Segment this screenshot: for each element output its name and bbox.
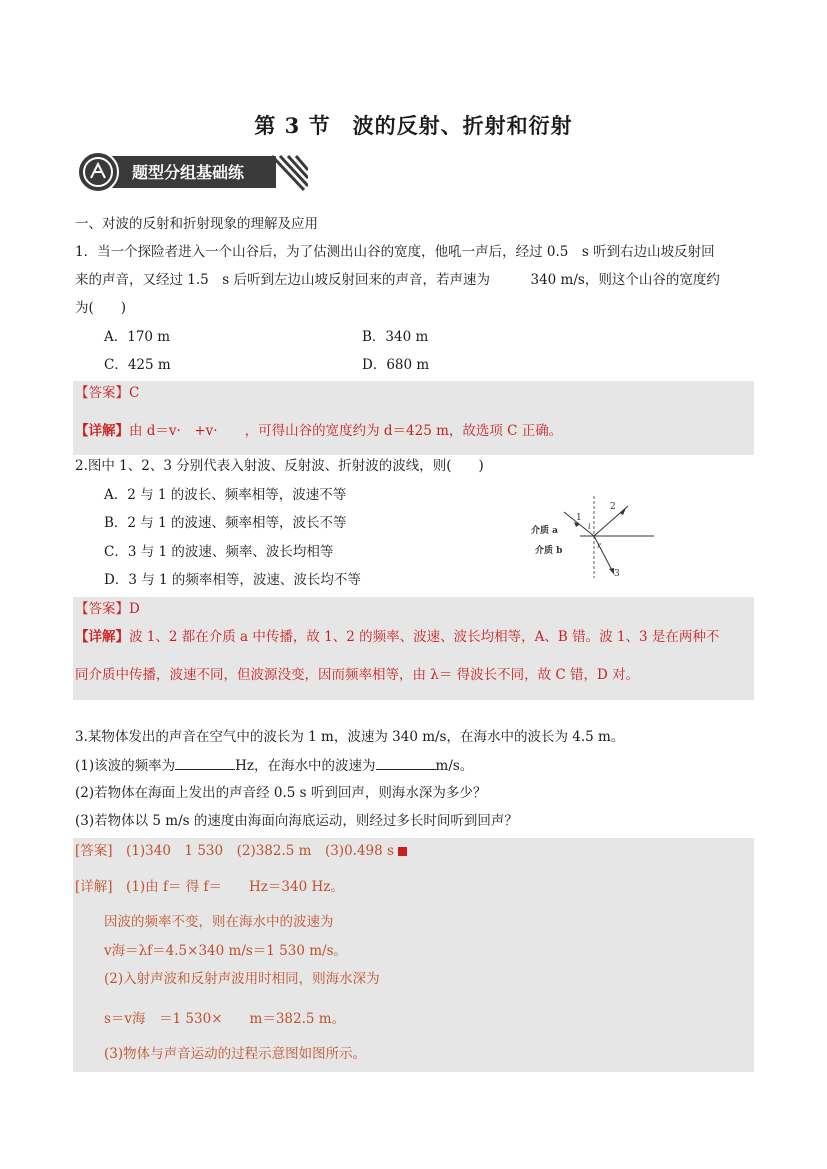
q3-explain4: (2)入射声波和反射声波用时相同，则海水深为 — [104, 971, 380, 987]
q3-explain6: (3)物体与声音运动的过程示意图如图所示。 — [104, 1046, 367, 1062]
q1-option-c: C．425 m — [104, 357, 171, 373]
q2-wave-figure — [530, 492, 658, 584]
q2-option-c: C．3 与 1 的波速、频率、波长均相等 — [104, 544, 334, 560]
q2-explain1 — [75, 627, 719, 647]
page-title: 第 3 节 波的反射、折射和衍射 — [254, 113, 573, 138]
q3-answer-tag: [答案] — [75, 843, 113, 859]
q1-line2: 来的声音，又经过 1.5 s 后听到左边山坡反射回来的声音，若声速为 340 m/s，则这个山谷的宽度约 — [75, 272, 720, 288]
label-wave-3: 3 — [614, 569, 620, 579]
q3-part1-c: m/s。 — [435, 758, 474, 774]
q2-explain-tag: 【详解】 — [75, 629, 129, 645]
end-square-icon — [398, 847, 407, 856]
banner-text: 题型分组基础练 — [132, 163, 245, 182]
q1-option-d: D．680 m — [362, 357, 430, 373]
q2-option-a: A．2 与 1 的波长、频率相等，波速不等 — [104, 487, 347, 503]
blank-2 — [376, 755, 436, 770]
q1-answer: 【答案】C — [75, 385, 140, 401]
q3-explain5: s＝v海 ＝1 530× m＝382.5 m。 — [104, 1011, 346, 1027]
section-banner — [76, 150, 308, 194]
q3-explain-tag: [详解] — [75, 879, 113, 895]
q1-line1: 1．当一个探险者进入一个山谷后，为了估测出山谷的宽度，他吼一声后，经过 0.5 s 听到右边山坡反射回 — [75, 244, 715, 260]
q1-option-a: A．170 m — [104, 329, 171, 345]
q3-explain1-text: (1)由 f＝ 得 f＝ Hz＝340 Hz。 — [126, 879, 344, 895]
q1-answer-box — [73, 381, 754, 455]
label-angle-r: r — [597, 541, 601, 550]
q2-explain2: 同介质中传播，波速不同，但波源没变，因而频率相等，由 λ＝ 得波长不同，故 C 错，D 对。 — [75, 667, 640, 683]
label-medium-a: 介质 a — [531, 526, 558, 536]
q3-explain1 — [75, 877, 344, 897]
q3-part2: (2)若物体在海面上发出的声音经 0.5 s 听到回声，则海水深为多少？ — [75, 785, 487, 801]
q3-part1 — [75, 755, 473, 776]
label-medium-b: 介质 b — [535, 546, 563, 556]
blank-1 — [175, 755, 235, 770]
q1-explain-tag: 【详解】 — [75, 423, 129, 439]
q1-explain-text: 由 d＝v· +v· ，可得山谷的宽度约为 d＝425 m，故选项 C 正确。 — [129, 423, 563, 439]
q2-answer: 【答案】D — [75, 601, 140, 617]
section-heading: 一、对波的反射和折射现象的理解及应用 — [75, 216, 318, 232]
label-angle-i: i — [588, 522, 591, 531]
q2-stem: 2.图中 1、2、3 分别代表入射波、反射波、折射波的波线，则( ) — [75, 458, 484, 474]
q1-option-b: B．340 m — [362, 329, 429, 345]
q1-line3: 为( ) — [75, 300, 127, 316]
q2-option-d: D．3 与 1 的频率相等，波速、波长均不等 — [104, 572, 361, 588]
q3-answer — [75, 841, 407, 861]
q3-answer-text: (1)340 1 530 (2)382.5 m (3)0.498 s — [126, 843, 394, 859]
q2-option-b: B．2 与 1 的波速、频率相等，波长不等 — [104, 515, 347, 531]
q3-part3: (3)若物体以 5 m/s 的速度由海面向海底运动，则经过多长时间听到回声？ — [75, 813, 518, 829]
q3-stem: 3.某物体发出的声音在空气中的波长为 1 m，波速为 340 m/s，在海水中的波长为 4.5 m。 — [75, 729, 625, 745]
label-wave-2: 2 — [610, 502, 616, 512]
q1-explain — [75, 421, 562, 441]
q3-part1-b: Hz，在海水中的波速为 — [235, 758, 376, 774]
label-wave-1: 1 — [576, 513, 582, 523]
q3-explain2: 因波的频率不变，则在海水中的波速为 — [104, 914, 334, 930]
q3-explain3: v海＝λf＝4.5×340 m/s＝1 530 m/s。 — [104, 943, 348, 959]
q3-part1-a: (1)该波的频率为 — [75, 758, 176, 774]
q2-explain1-text: 波 1、2 都在介质 a 中传播，故 1、2 的频率、波速、波长均相等，A、B 错。波 1、3 是在两种不 — [129, 629, 720, 645]
